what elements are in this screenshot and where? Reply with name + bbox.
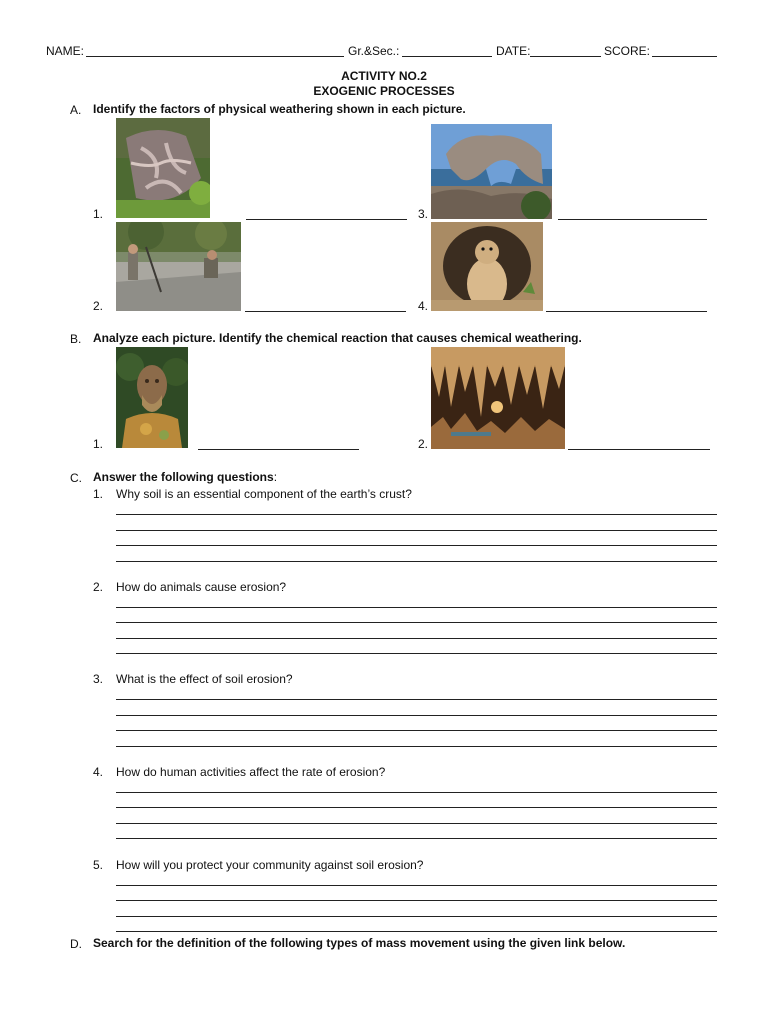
grsec-label: Gr.&Sec.:: [348, 44, 400, 58]
question-3-answer-line[interactable]: [116, 715, 717, 716]
a-item-4-answer[interactable]: [546, 311, 707, 312]
question-3-text: What is the effect of soil erosion?: [116, 672, 293, 686]
weathered-statue-photo-icon: [116, 347, 188, 448]
section-c-letter: C.: [70, 471, 82, 485]
question-4-answer-line[interactable]: [116, 792, 717, 793]
section-c-colon: :: [273, 470, 278, 484]
a-item-3-number: 3.: [418, 207, 429, 221]
question-3-answer-line[interactable]: [116, 730, 717, 731]
a-item-3-answer[interactable]: [558, 219, 707, 220]
a-item-1-answer[interactable]: [246, 219, 407, 220]
a-item-1-number: 1.: [93, 207, 104, 221]
question-2-number: 2.: [93, 580, 104, 594]
b-item-1-number: 1.: [93, 437, 104, 451]
b-item-2-answer[interactable]: [568, 449, 710, 450]
question-5-answer-line[interactable]: [116, 900, 717, 901]
a-item-2-number: 2.: [93, 299, 104, 313]
question-4-text: How do human activities affect the rate of erosion?: [116, 765, 386, 779]
wind-eroded-rock-photo-icon: [431, 124, 552, 219]
question-3-number: 3.: [93, 672, 104, 686]
activity-title: ACTIVITY NO.2: [341, 69, 427, 83]
question-4-answer-line[interactable]: [116, 838, 717, 839]
section-a-letter: A.: [70, 103, 82, 117]
question-1-answer-line[interactable]: [116, 514, 717, 515]
question-4-answer-line[interactable]: [116, 807, 717, 808]
tree-roots-rock-photo-icon: [116, 118, 210, 218]
question-3-answer-line[interactable]: [116, 746, 717, 747]
question-1-answer-line[interactable]: [116, 530, 717, 531]
b-item-2-number: 2.: [418, 437, 429, 451]
question-1-text: Why soil is an essential component of the earth’s crust?: [116, 487, 412, 501]
question-4-answer-line[interactable]: [116, 823, 717, 824]
question-5-text: How will you protect your community against soil erosion?: [116, 858, 424, 872]
question-2-answer-line[interactable]: [116, 622, 717, 623]
question-2-text: How do animals cause erosion?: [116, 580, 287, 594]
question-4-number: 4.: [93, 765, 104, 779]
a-item-2-answer[interactable]: [245, 311, 406, 312]
section-b-instruction: Analyze each picture. Identify the chemical reaction that causes chemical weathering.: [93, 331, 582, 345]
section-c-instruction: Answer the following questions: [93, 470, 274, 484]
question-5-answer-line[interactable]: [116, 931, 717, 932]
b-item-1-answer[interactable]: [198, 449, 359, 450]
stone-workers-photo-icon: [116, 222, 241, 311]
question-1-answer-line[interactable]: [116, 545, 717, 546]
a-item-4-number: 4.: [418, 299, 429, 313]
question-2-answer-line[interactable]: [116, 653, 717, 654]
score-label: SCORE:: [604, 44, 651, 58]
date-label: DATE:: [496, 44, 531, 58]
date-field[interactable]: [530, 56, 601, 57]
section-c-instruction-wrap: [93, 470, 277, 484]
question-5-answer-line[interactable]: [116, 916, 717, 917]
question-1-answer-line[interactable]: [116, 561, 717, 562]
section-d-instruction: Search for the definition of the following types of mass movement using the given link below.: [93, 936, 626, 950]
question-1-number: 1.: [93, 487, 104, 501]
score-field[interactable]: [652, 56, 717, 57]
section-a-instruction: Identify the factors of physical weathering shown in each picture.: [93, 102, 466, 116]
question-2-answer-line[interactable]: [116, 638, 717, 639]
activity-subtitle: EXOGENIC PROCESSES: [313, 84, 455, 98]
section-b-letter: B.: [70, 332, 82, 346]
grsec-field[interactable]: [402, 56, 492, 57]
name-label: NAME:: [46, 44, 85, 58]
question-2-answer-line[interactable]: [116, 607, 717, 608]
question-3-answer-line[interactable]: [116, 699, 717, 700]
cave-stalactites-photo-icon: [431, 347, 565, 449]
name-field[interactable]: [86, 56, 344, 57]
question-5-answer-line[interactable]: [116, 885, 717, 886]
prairie-dog-burrow-photo-icon: [431, 222, 543, 311]
section-d-letter: D.: [70, 937, 82, 951]
question-5-number: 5.: [93, 858, 104, 872]
